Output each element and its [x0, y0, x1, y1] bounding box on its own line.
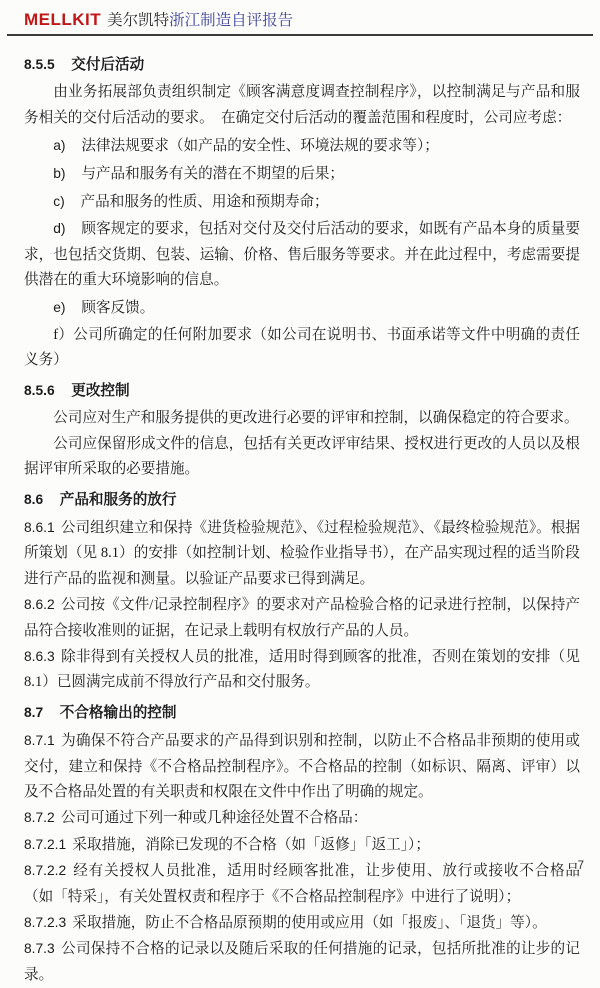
paragraph: 公司应保留形成文件的信息，包括有关更改评审结果、授权进行更改的人员以及根据评审所采取的必要措施。 [24, 435, 580, 478]
clause-text: 经有关授权人员批准，适用时经顾客批准，让步使用、放行或接收不合格品（如「特采」，有关处置权责和程序于《不合格品控制程序》中进行了说明）； [24, 863, 580, 905]
section-heading-8-7 [24, 700, 580, 726]
page-number: 7 [577, 860, 584, 872]
clause-text: 除非得到有关授权人员的批准，适用时得到顾客的批准，否则在策划的安排（见 8.1）已圆满完成前不得放行产品和交付服务。 [24, 648, 580, 691]
clause-number: 8.7.2.1 [24, 836, 67, 852]
clause-number: 8.6.2 [24, 597, 55, 613]
clause-8-7-2-1 [24, 832, 580, 858]
paragraph: 由业务拓展部负责组织制定《顾客满意度调查控制程序》，以控制满足与产品和服务相关的交付后活动的要求。 在确定交付后活动的覆盖范围和程度时，公司应考虑： [24, 84, 580, 126]
clause-8-7-1 [24, 728, 580, 805]
section-number: 8.5.6 [24, 382, 55, 398]
list-item-text: 与产品和服务有关的潜在不期望的后果； [81, 165, 345, 182]
clause-8-7-2 [24, 805, 580, 831]
list-marker: c) [53, 193, 65, 209]
clause-number: 8.6.1 [24, 519, 55, 535]
clause-8-7-2-2 [24, 858, 580, 910]
clause-number: 8.7.1 [24, 733, 55, 749]
section-heading-8-5-6 [24, 378, 580, 404]
clause-text: 公司按《文件/记录控制程序》的要求对产品检验合格的记录进行控制，以保持产品符合接收准则的证据，在记录上载明有权放行产品的人员。 [24, 597, 580, 639]
clause-text: 采取措施，防止不合格品原预期的使用或应用（如「报废」、「退货」等）。 [72, 915, 547, 931]
clause-number: 8.6.3 [24, 648, 55, 664]
list-item-b [24, 161, 580, 187]
clause-number: 8.7.3 [24, 941, 55, 957]
list-item-a [24, 133, 580, 159]
section-heading-8-5-5 [24, 52, 580, 78]
list-item-text: 产品和服务的性质、用途和预期寿命； [80, 193, 329, 210]
page-header [7, 0, 593, 36]
section-heading-8-6 [24, 487, 580, 513]
list-marker: e) [53, 300, 66, 316]
paragraph: 公司应对生产和服务提供的更改进行必要的评审和控制，以确保稳定的符合要求。 [53, 410, 579, 427]
clause-text: 公司可通过下列一种或几种途径处置不合格品： [60, 810, 368, 827]
clause-8-7-2-3 [24, 910, 580, 936]
section-title: 不合格输出的控制 [59, 704, 177, 721]
list-item-f: f）公司所确定的任何附加要求（如公司在说明书、书面承诺等文件中明确的责任义务） [24, 327, 580, 369]
list-item-text: 顾客规定的要求，包括对交付及交付后活动的要求，如既有产品本身的质量要求，也包括交货期、包装、运输、价格、售后服务等要求。并在此过程中，考虑需要提供潜在的重大环境影响的信息。 [24, 221, 580, 289]
list-item-text: 法律法规要求（如产品的安全性、环境法规的要求等）； [81, 137, 439, 154]
section-number: 8.5.5 [24, 57, 55, 72]
section-title: 交付后活动 [71, 57, 145, 73]
clause-8-6-2 [24, 592, 580, 644]
brand-name-chinese: 美尔凯特 [107, 12, 170, 29]
list-item-text: 顾客反馈。 [81, 300, 155, 317]
clause-8-6-3 [24, 644, 580, 696]
clause-text: 公司保持不合格的记录以及随后采取的任何措施的记录，包括所批准的让步的记录。 [24, 941, 580, 983]
list-item-e [24, 295, 580, 321]
clause-text: 为确保不符合产品要求的产品得到识别和控制，以防止不合格品非预期的使用或交付，建立和保持《不合格品控制程序》。不合格品的控制（如标识、隔离、评审）以及不合格品处置的有关职责和权限在文件中作出了明确的规定。 [24, 733, 580, 800]
list-marker: a) [53, 137, 66, 153]
section-title: 更改控制 [71, 382, 130, 399]
list-item-c [24, 189, 580, 215]
section-number: 8.7 [24, 704, 44, 720]
clause-text: 公司组织建立和保持《进货检验规范》、《过程检验规范》、《最终检验规范》。根据所策划（见 8.1）的安排（如控制计划、检验作业指导书），在产品实现过程的适当阶段进行产品的监视和测量。以验证产品要求已得到满足。 [24, 519, 580, 587]
section-title: 产品和服务的放行 [59, 491, 177, 508]
brand-logo-text: MELLKIT [24, 10, 102, 29]
document-title: 浙江制造自评报告 [169, 12, 294, 29]
clause-8-7-3 [24, 936, 580, 988]
list-marker: d) [53, 221, 66, 237]
clause-text: 采取措施，消除已发现的不合格（如「返修」「返工」）； [72, 836, 430, 853]
document-body [0, 36, 600, 988]
clause-8-6-1 [24, 515, 580, 592]
clause-number: 8.7.2.3 [24, 915, 67, 930]
list-item-d [24, 216, 580, 293]
list-marker: b) [53, 165, 66, 181]
clause-number: 8.7.2 [24, 810, 55, 826]
clause-number: 8.7.2.2 [24, 863, 67, 879]
section-number: 8.6 [24, 491, 44, 507]
